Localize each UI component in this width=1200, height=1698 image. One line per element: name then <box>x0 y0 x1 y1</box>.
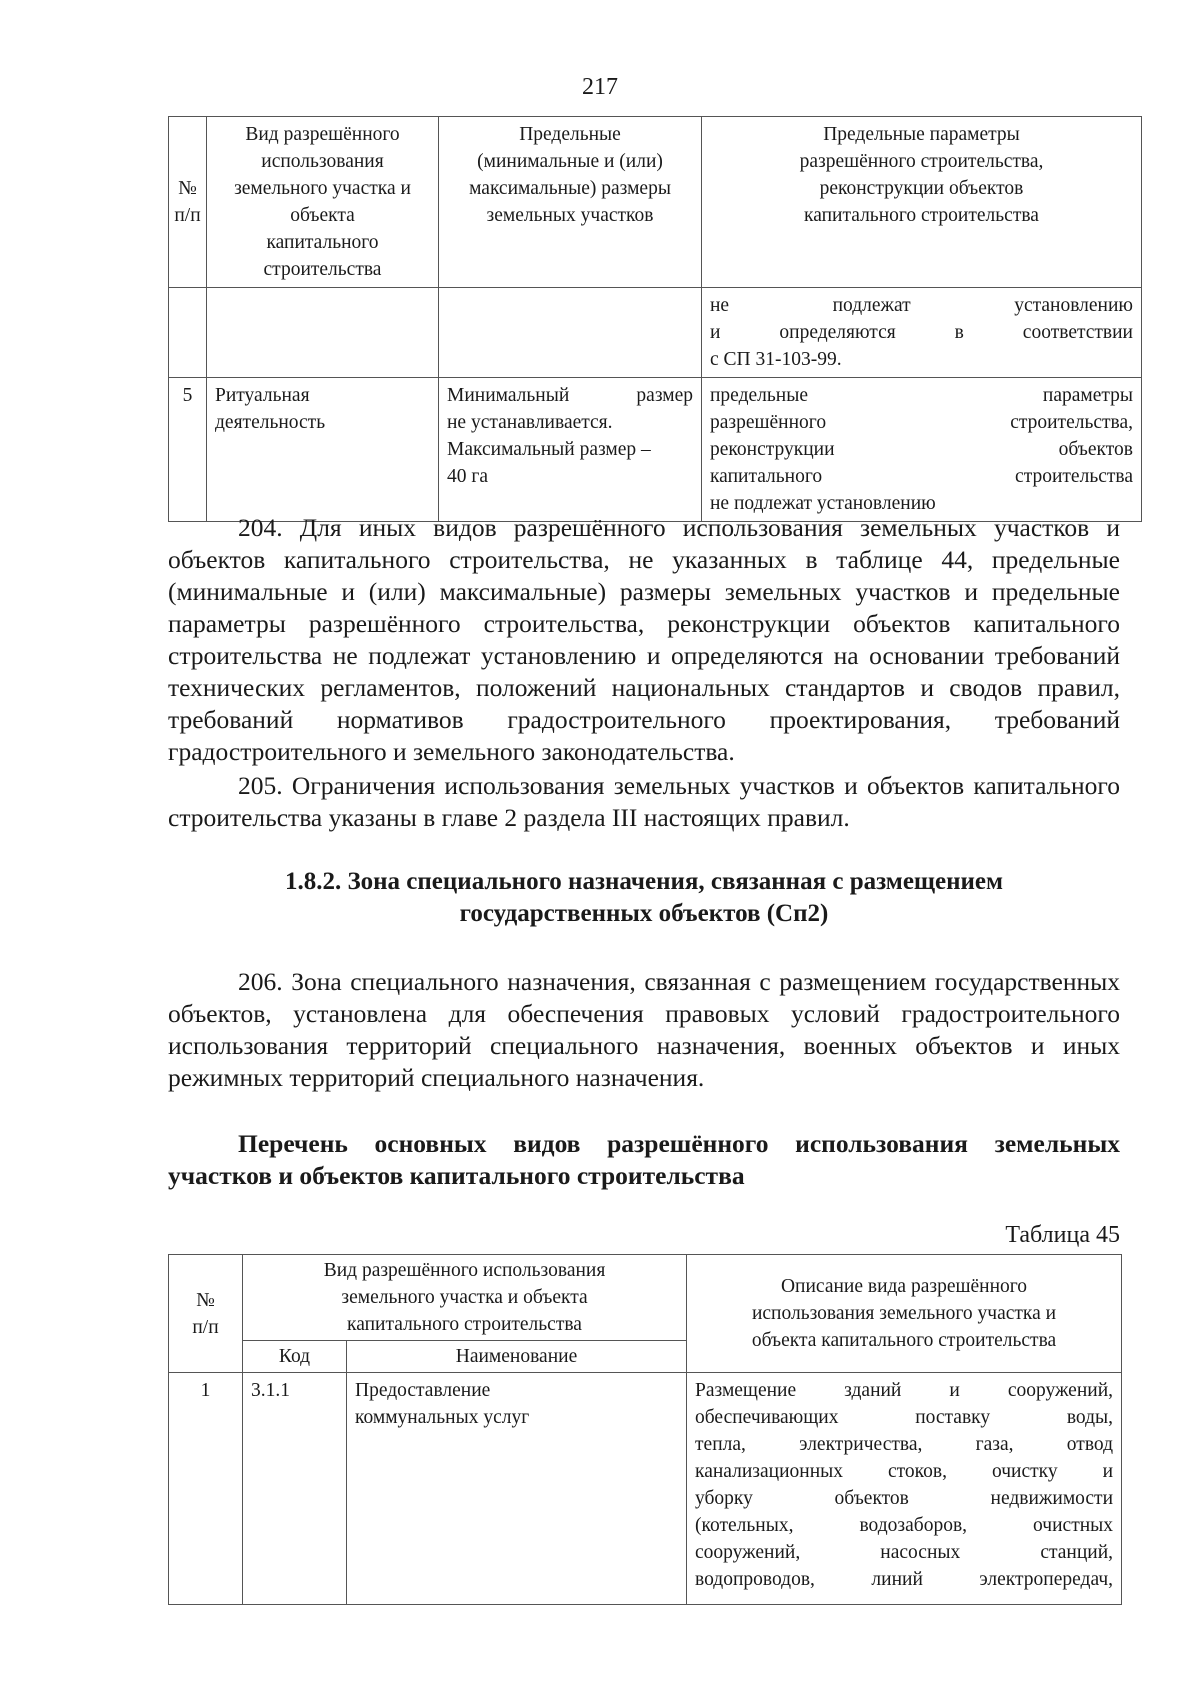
paragraph-204: 204. Для иных видов разрешённого использования земельных участков и объектов капитального строительства, не указанных в таблице 44, предельные (минимальные и (или) максимальные) размеры земельных участков и предельные параметры разрешённого строительства, реконструкции объектов капитального строительства не подлежат установлению и определяются на основании требований технических регламентов, положений национальных стандартов и сводов правил, требований нормативов градостроительного проектирования, требований градостроительного и земельного законодательства. <box>168 513 1120 766</box>
table-header-row <box>169 117 1142 288</box>
cell-build-params: предельные параметры разрешённого строительства, реконструкции объектов капитального строительства не подлежат установлению <box>702 378 1142 522</box>
cell-num: 5 <box>169 378 207 522</box>
header-code: Код <box>243 1341 347 1373</box>
header-num: № п/п <box>169 1255 243 1373</box>
header-num: № п/п <box>169 117 207 288</box>
cell-use-type: Ритуальная деятельность <box>207 378 439 522</box>
table-45 <box>168 1254 1122 1605</box>
cell-num <box>169 288 207 378</box>
header-plot-size: Предельные (минимальные и (или) максимальные) размеры земельных участков <box>439 117 702 288</box>
cell-plot-size <box>439 288 702 378</box>
section-heading: 1.8.2. Зона специального назначения, связанная с размещением государственных объектов (Сп2) <box>284 868 1004 927</box>
table-44-continuation <box>168 116 1142 522</box>
table-45-caption: Перечень основных видов разрешённого использования земельных участков и объектов капитального строительства <box>168 1129 1120 1190</box>
header-use-type: Вид разрешённого использования земельного участка и объекта капитального строительства <box>207 117 439 288</box>
header-description: Описание вида разрешённого использования земельного участка и объекта капитального строительства <box>687 1255 1122 1373</box>
table-45-label: Таблица 45 <box>1005 1222 1120 1248</box>
cell-description: Размещение зданий и сооружений, обеспечивающих поставку воды, тепла, электричества, газа, отвод канализационных стоков, очистку и уборку объектов недвижимости (котельных, водозаборов, очистных сооружений, насосных станций, водопроводов, линий электропередач, <box>687 1373 1122 1605</box>
cell-code: 3.1.1 <box>243 1373 347 1605</box>
cell-name: Предоставление коммунальных услуг <box>347 1373 687 1605</box>
cell-use-type <box>207 288 439 378</box>
header-name: Наименование <box>347 1341 687 1373</box>
cell-build-params: не подлежат установлению и определяются в соответствии с СП 31-103-99. <box>702 288 1142 378</box>
page-number: 217 <box>582 74 618 100</box>
header-use-type-group: Вид разрешённого использования земельного участка и объекта капитального строительства <box>243 1255 687 1341</box>
table-header-row <box>169 1255 1122 1341</box>
table-row <box>169 1373 1122 1605</box>
paragraph-205: 205. Ограничения использования земельных участков и объектов капитального строительства указаны в главе 2 раздела III настоящих правил. <box>168 771 1120 832</box>
header-build-params: Предельные параметры разрешённого строительства, реконструкции объектов капитального строительства <box>702 117 1142 288</box>
paragraph-206: 206. Зона специального назначения, связанная с размещением государственных объектов, установлена для обеспечения правовых условий градостроительного использования территорий специального назначения, военных объектов и иных режимных территорий специального назначения. <box>168 967 1120 1092</box>
table-row-continued <box>169 288 1142 378</box>
cell-plot-size: Минимальный размер не устанавливается. Максимальный размер – 40 га <box>439 378 702 522</box>
cell-num: 1 <box>169 1373 243 1605</box>
table-row <box>169 378 1142 522</box>
